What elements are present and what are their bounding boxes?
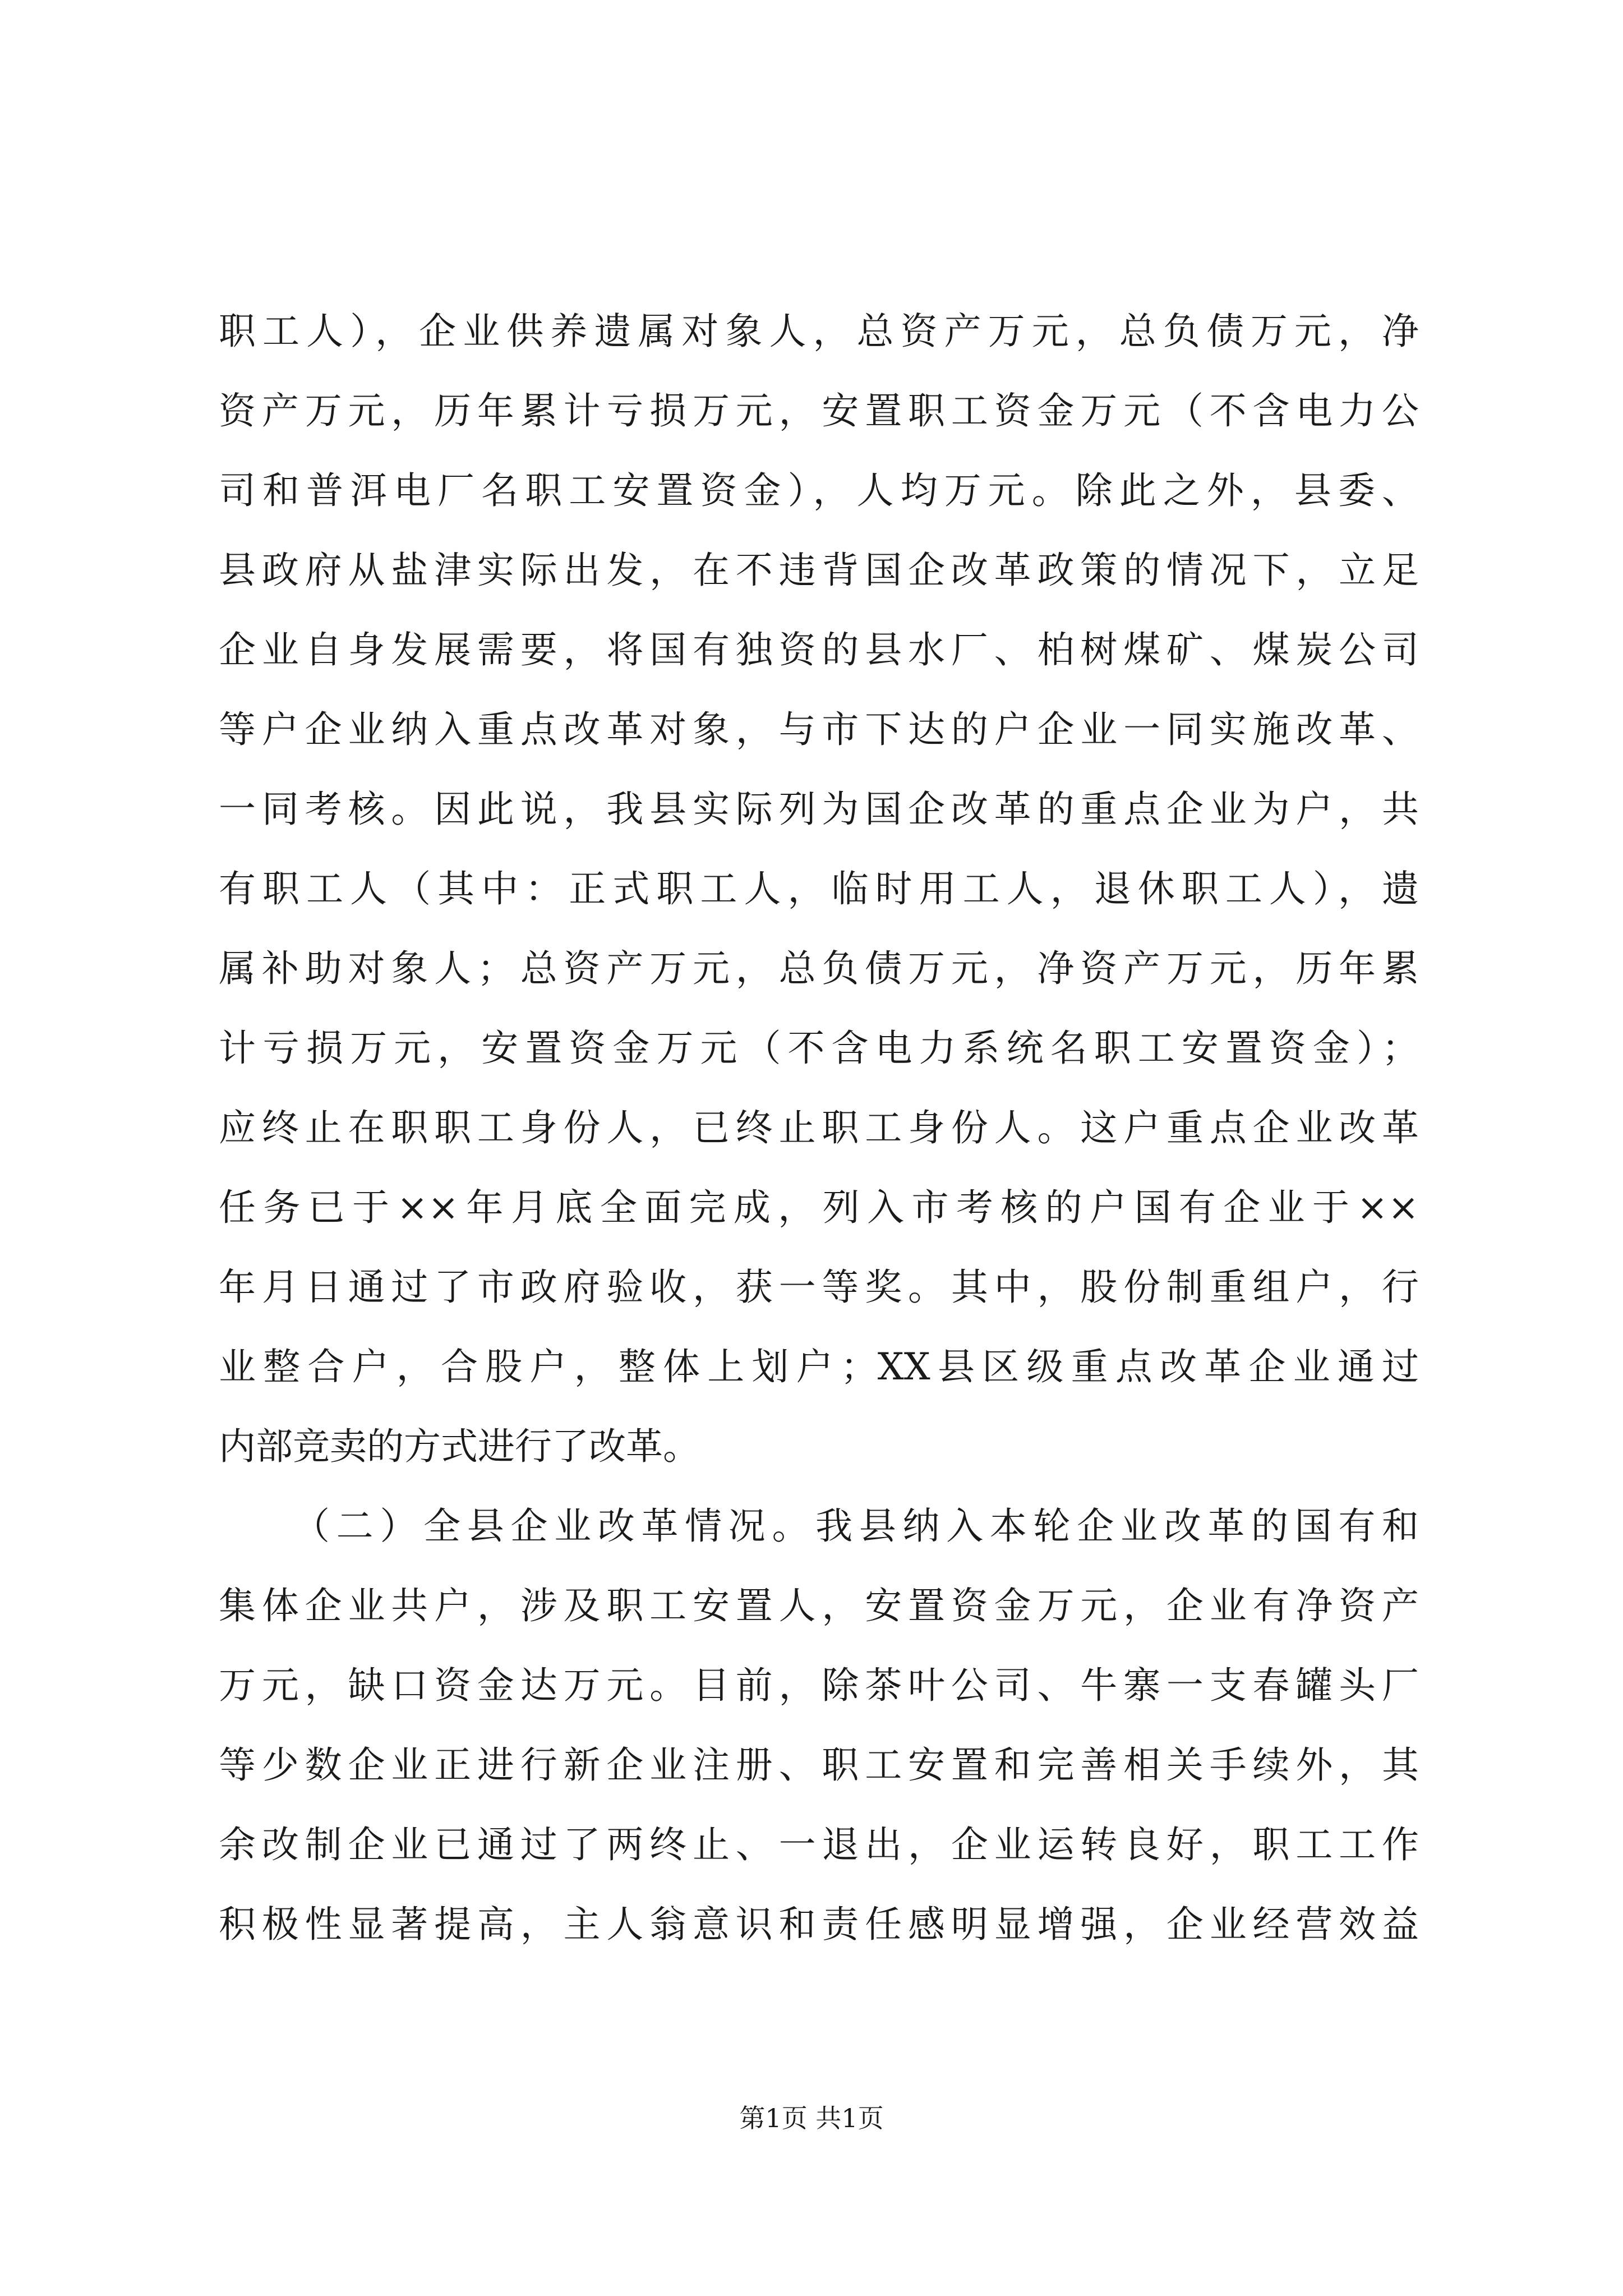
text-line: 年月日通过了市政府验收，获一等奖。其中，股份制重组户，行 bbox=[219, 1266, 1419, 1309]
text-line: 应终止在职职工身份人，已终止职工身份人。这户重点企业改革 bbox=[219, 1106, 1419, 1149]
text-line: 业整合户，合股户，整体上划户；XX县区级重点改革企业通过 bbox=[219, 1345, 1419, 1388]
text-line: 万元，缺口资金达万元。目前，除茶叶公司、牛寨一支春罐头厂 bbox=[219, 1664, 1419, 1707]
text-line: 职工人），企业供养遗属对象人，总资产万元，总负债万元，净 bbox=[219, 310, 1419, 353]
text-line: 任务已于××年月底全面完成，列入市考核的户国有企业于×× bbox=[219, 1186, 1419, 1229]
text-line: 企业自身发展需要，将国有独资的县水厂、柏树煤矿、煤炭公司 bbox=[219, 628, 1419, 671]
text-line: 资产万元，历年累计亏损万元，安置职工资金万元（不含电力公 bbox=[219, 389, 1419, 432]
page-number-label: 第1页 共1页 bbox=[739, 2103, 884, 2133]
text-line: 内部竞卖的方式进行了改革。 bbox=[219, 1425, 700, 1468]
text-line: 属补助对象人；总资产万元，总负债万元，净资产万元，历年累 bbox=[219, 947, 1419, 990]
text-line: 余改制企业已通过了两终止、一退出，企业运转良好，职工工作 bbox=[219, 1823, 1419, 1866]
text-line: 计亏损万元，安置资金万元（不含电力系统名职工安置资金）； bbox=[219, 1027, 1419, 1070]
text-line: 有职工人（其中：正式职工人，临时用工人，退休职工人），遗 bbox=[219, 867, 1419, 910]
text-line: 等户企业纳入重点改革对象，与市下达的户企业一同实施改革、 bbox=[219, 708, 1419, 751]
page-footer bbox=[0, 2098, 1623, 2135]
text-line: 等少数企业正进行新企业注册、职工安置和完善相关手续外，其 bbox=[219, 1743, 1419, 1787]
text-line: 司和普洱电厂名职工安置资金），人均万元。除此之外，县委、 bbox=[219, 469, 1419, 512]
text-line: 集体企业共户，涉及职工安置人，安置资金万元，企业有净资产 bbox=[219, 1584, 1419, 1627]
text-line: 县政府从盐津实际出发，在不违背国企改革政策的情况下，立足 bbox=[219, 549, 1419, 592]
section-heading-line: （二）全县企业改革情况。我县纳入本轮企业改革的国有和 bbox=[293, 1504, 1419, 1548]
text-line: 一同考核。因此说，我县实际列为国企改革的重点企业为户，共 bbox=[219, 788, 1419, 831]
document-body bbox=[219, 292, 1419, 1964]
text-line: 积极性显著提高，主人翁意识和责任感明显增强，企业经营效益 bbox=[219, 1903, 1419, 1946]
